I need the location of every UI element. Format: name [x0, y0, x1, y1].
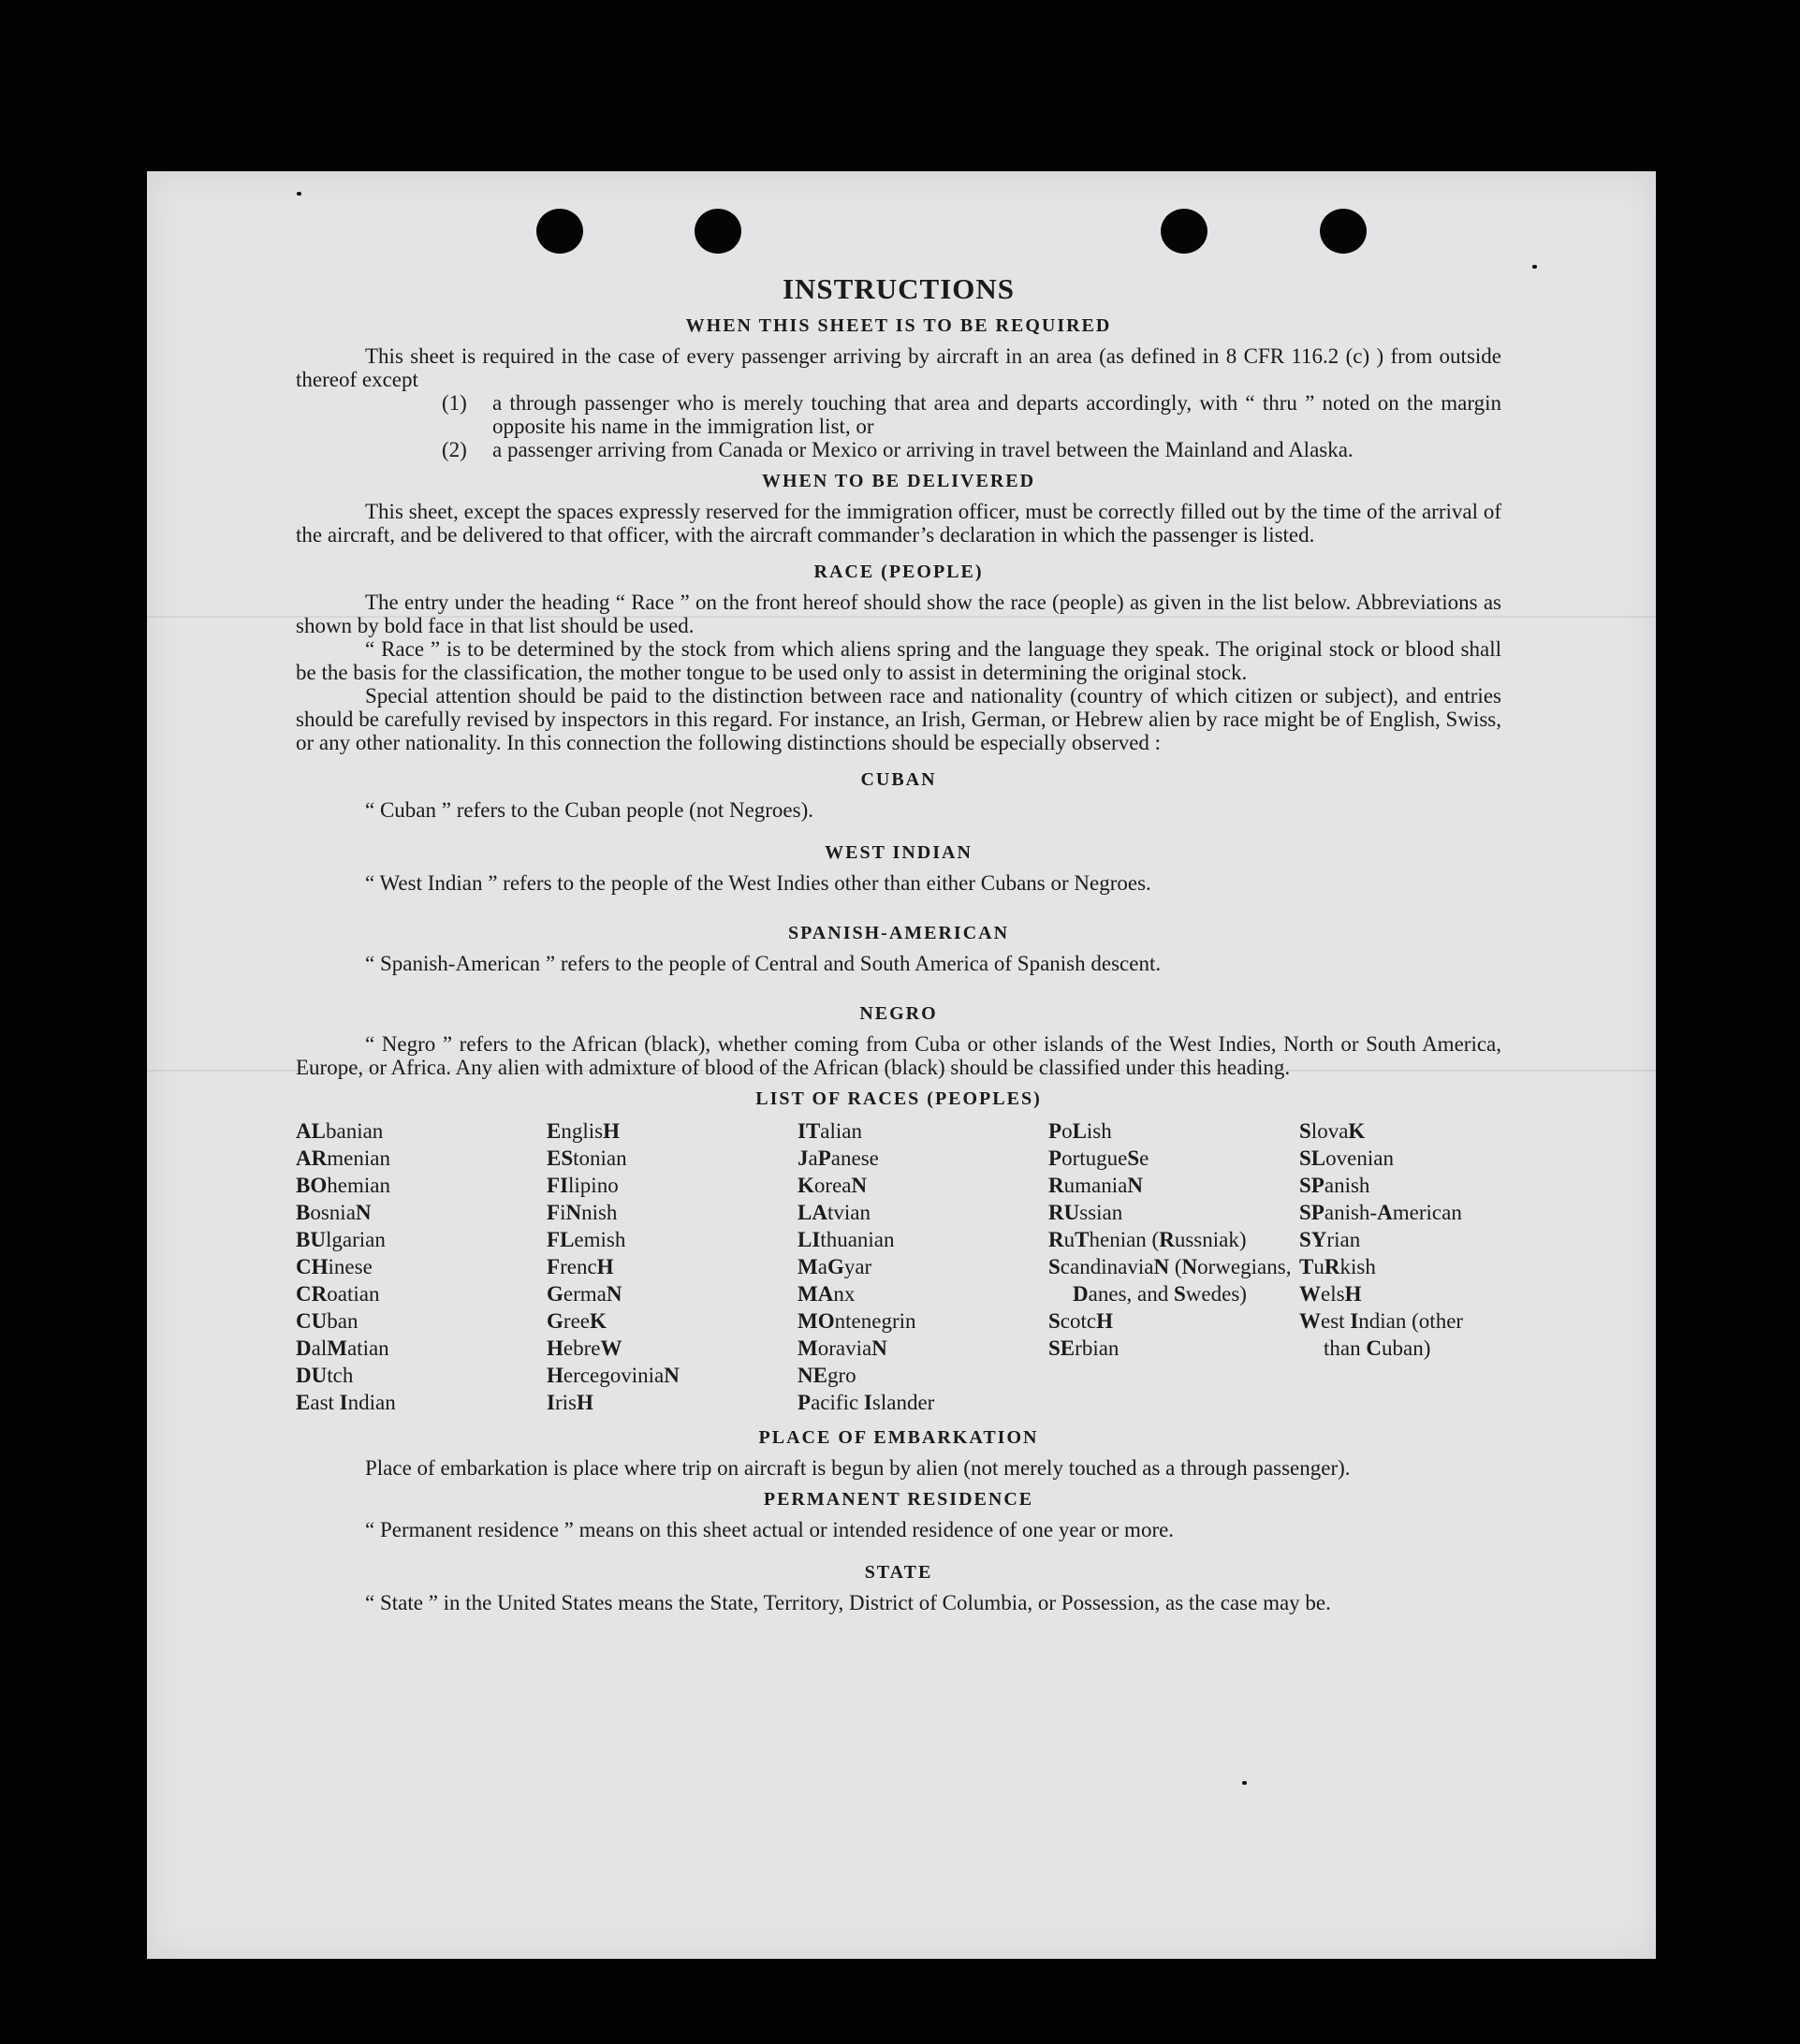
race-column — [1299, 1117, 1501, 1416]
race-entry: KoreaN — [798, 1174, 868, 1197]
item-number: (1) — [442, 391, 467, 415]
paragraph: Special attention should be paid to the distinction between race and nationality (country of which citizen or subject), and entries should be carefully revised by inspectors in this regard. For instance, an Irish, German, or Hebrew alien by race might be of English, Swiss, or any other nationality. In this connection the following distinctions should be especially observed : — [296, 684, 1501, 754]
section-heading: NEGRO — [859, 1003, 938, 1024]
section-heading: WHEN TO BE DELIVERED — [761, 471, 1036, 491]
race-entry: PoLish — [1048, 1119, 1112, 1143]
instructions-content — [296, 272, 1501, 1614]
document-page — [147, 171, 1656, 1959]
item-text: a through passenger who is merely touching that area and departs accordingly, with “ thru ” noted on the margin opposite his name in the immigration list, or — [492, 391, 1501, 438]
paragraph: “ Race ” is to be determined by the stock from which aliens spring and the language they speak. The original stock or blood shall be the basis for the classification, the mother tongue to be used only to assist in determining the original stock. — [296, 637, 1501, 684]
race-entry: FrencH — [547, 1255, 614, 1278]
race-entry: RuThenian (Russniak) — [1048, 1228, 1247, 1251]
paragraph: “ Permanent residence ” means on this sheet actual or intended residence of one year or more. — [365, 1518, 1175, 1541]
race-entry: ALbanian — [296, 1119, 384, 1143]
race-entry: SPanish — [1299, 1174, 1370, 1197]
race-entry: RumaniaN — [1048, 1174, 1143, 1197]
race-entry: DalMatian — [296, 1336, 389, 1360]
race-entry: CRoatian — [296, 1282, 380, 1306]
paragraph: “ Negro ” refers to the African (black), whether coming from Cuba or other islands of the West Indies, North or South America, Europe, or Africa. Any alien with admixture of blood of the African (black) should be classified under this heading. — [296, 1032, 1501, 1079]
race-entry: DUtch — [296, 1364, 354, 1387]
section-heading: CUBAN — [860, 769, 937, 790]
race-entry: CUban — [296, 1309, 359, 1333]
race-entry: TuRkish — [1299, 1255, 1376, 1278]
speck — [1532, 265, 1537, 269]
paragraph: Place of embarkation is place where trip on aircraft is begun by alien (not merely touched as a through passenger). — [365, 1456, 1351, 1480]
race-entry: ScandinaviaN (Norwegians, Danes, and Swedes) — [1048, 1255, 1292, 1306]
race-entry: EStonian — [547, 1146, 627, 1170]
race-entry: SYrian — [1299, 1228, 1361, 1251]
race-entry: SPanish-American — [1299, 1201, 1462, 1224]
punch-hole — [1161, 209, 1207, 254]
race-entry: MAnx — [798, 1282, 856, 1306]
race-column — [547, 1117, 798, 1416]
race-entry: GermaN — [547, 1282, 622, 1306]
race-entry: JaPanese — [798, 1146, 879, 1170]
race-column — [798, 1117, 1048, 1416]
race-entry: LAtvian — [798, 1201, 871, 1224]
item-text: a passenger arriving from Canada or Mexico or arriving in travel between the Mainland and Alaska. — [492, 438, 1354, 461]
section-heading: PLACE OF EMBARKATION — [758, 1427, 1039, 1448]
punch-hole — [1320, 209, 1367, 254]
item-number: (2) — [442, 438, 467, 461]
race-entry: SlovaK — [1299, 1119, 1366, 1143]
paragraph: “ Spanish-American ” refers to the people of Central and South America of Spanish descent. — [365, 952, 1162, 975]
race-entry: FiNnish — [547, 1201, 618, 1224]
paragraph: The entry under the heading “ Race ” on the front hereof should show the race (people) as given in the list below. Abbreviations as shown by bold face in that list should be used. — [296, 591, 1501, 637]
race-entry: FIlipino — [547, 1174, 619, 1197]
race-entry: FLemish — [547, 1228, 626, 1251]
page-title: INSTRUCTIONS — [782, 272, 1015, 305]
race-entry: LIthuanian — [798, 1228, 895, 1251]
race-entry: SErbian — [1048, 1336, 1120, 1360]
race-entry: WelsH — [1299, 1282, 1362, 1306]
race-entry: HebreW — [547, 1336, 622, 1360]
exception-item — [296, 391, 1501, 438]
speck — [1242, 1781, 1247, 1785]
race-entry: GreeK — [547, 1309, 607, 1333]
paragraph: “ State ” in the United States means the State, Territory, District of Columbia, or Possession, as the case may be. — [365, 1591, 1331, 1614]
paragraph: This sheet is required in the case of every passenger arriving by aircraft in an area (as defined in 8 CFR 116.2 (c) ) from outside thereof except — [296, 344, 1501, 391]
race-entry: MOntenegrin — [798, 1309, 916, 1333]
race-entry: IrisH — [547, 1391, 593, 1414]
section-heading: WEST INDIAN — [825, 842, 973, 863]
race-column — [296, 1117, 547, 1416]
exception-item — [296, 438, 1501, 461]
race-entry: Pacific Islander — [798, 1391, 935, 1414]
exception-list — [296, 391, 1501, 461]
race-entry: MaGyar — [798, 1255, 872, 1278]
section-heading: RACE (PEOPLE) — [813, 562, 984, 582]
paragraph: “ Cuban ” refers to the Cuban people (not Negroes). — [365, 798, 814, 822]
race-list — [296, 1117, 1501, 1416]
race-entry: NEgro — [798, 1364, 856, 1387]
race-entry: ScotcH — [1048, 1309, 1114, 1333]
section-heading: WHEN THIS SHEET IS TO BE REQUIRED — [685, 315, 1112, 336]
race-entry: BUlgarian — [296, 1228, 386, 1251]
paragraph: “ West Indian ” refers to the people of the West Indies other than either Cubans or Negroes. — [365, 871, 1151, 895]
race-entry: ITalian — [798, 1119, 863, 1143]
race-entry: CHinese — [296, 1255, 373, 1278]
section-heading: PERMANENT RESIDENCE — [763, 1489, 1034, 1510]
race-entry: BosniaN — [296, 1201, 372, 1224]
race-entry: West Indian (other than Cuban) — [1299, 1309, 1464, 1360]
race-entry: BOhemian — [296, 1174, 390, 1197]
race-entry: East Indian — [296, 1391, 396, 1414]
paragraph: This sheet, except the spaces expressly reserved for the immigration officer, must be correctly filled out by the time of the arrival of the aircraft, and be delivered to that officer, with the aircraft commander’s declaration in which the passenger is listed. — [296, 500, 1501, 547]
section-heading: SPANISH-AMERICAN — [787, 923, 1010, 943]
race-entry: EnglisH — [547, 1119, 620, 1143]
race-entry: RUssian — [1048, 1201, 1123, 1224]
race-entry: PortugueSe — [1048, 1146, 1149, 1170]
race-entry: MoraviaN — [798, 1336, 887, 1360]
race-column — [1048, 1117, 1299, 1416]
section-heading: LIST OF RACES (PEOPLES) — [755, 1088, 1042, 1109]
race-entry: SLovenian — [1299, 1146, 1394, 1170]
race-entry: HercegoviniaN — [547, 1364, 680, 1387]
section-heading: STATE — [864, 1562, 933, 1583]
punch-hole — [695, 209, 741, 254]
punch-hole — [536, 209, 583, 254]
race-entry: ARmenian — [296, 1146, 390, 1170]
speck — [297, 192, 301, 196]
